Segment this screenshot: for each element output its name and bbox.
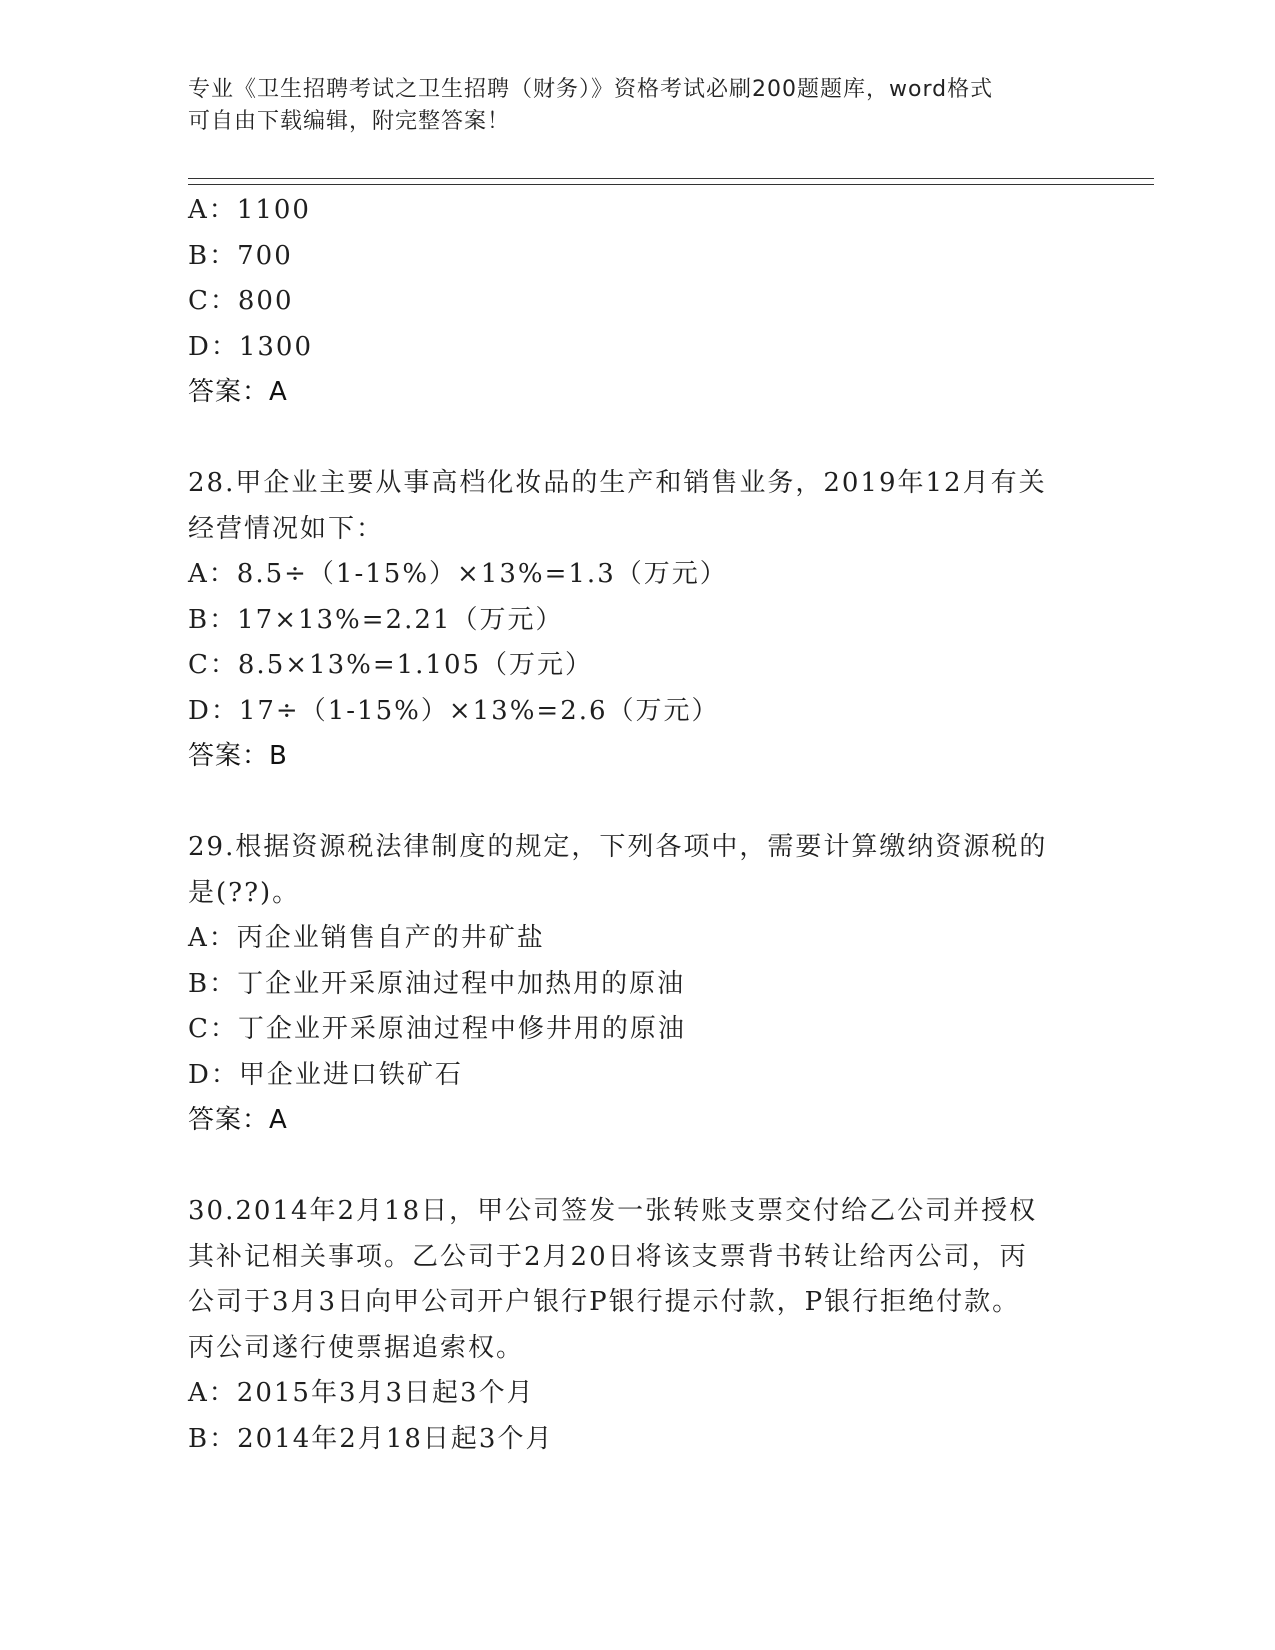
option-a: A：丙企业销售自产的井矿盐 (188, 923, 545, 953)
option-d: D：甲企业进口铁矿石 (188, 1059, 463, 1090)
option-b: B：丁企业开采原油过程中加热用的原油 (188, 968, 686, 999)
option-d: D：1300 (188, 331, 314, 362)
option-c: C：8.5×13%=1.105（万元） (188, 650, 594, 680)
question-30 (188, 1189, 1088, 1462)
question-text-line: 29.根据资源税法律制度的规定，下列各项中，需要计算缴纳资源税的 (188, 832, 1048, 862)
spacer (188, 780, 1088, 826)
answer-label: 答案：B (188, 741, 288, 771)
header-line-1: 专业《卫生招聘考试之卫生招聘（财务）》资格考试必刷200题题库，word格式 (188, 77, 994, 102)
option-b: B：2014年2月18日起3个月 (188, 1423, 554, 1454)
question-29 (188, 825, 1088, 1144)
option-d: D：17÷（1-15%）×13%=2.6（万元） (188, 695, 720, 726)
question-text-line: 是(??)。 (188, 877, 301, 908)
option-a: A：1100 (188, 195, 311, 225)
spacer (188, 416, 1088, 462)
question-text-line: 30.2014年2月18日，甲公司签发一张转账支票交付给乙公司并授权 (188, 1196, 1038, 1226)
question-text-line: 公司于3月3日向甲公司开户银行P银行提示付款，P银行拒绝付款。 (188, 1287, 1021, 1317)
question-text-line: 丙公司遂行使票据追索权。 (188, 1332, 525, 1363)
question-text-line: 28.甲企业主要从事高档化妆品的生产和销售业务，2019年12月有关 (188, 468, 1047, 498)
document-body (188, 188, 1088, 1462)
option-c: C：800 (188, 286, 294, 316)
document-header (188, 74, 1068, 138)
header-divider (188, 178, 1154, 185)
answer-label: 答案：A (188, 1105, 288, 1135)
option-a: A：2015年3月3日起3个月 (188, 1378, 535, 1408)
option-b: B：17×13%=2.21（万元） (188, 604, 564, 635)
spacer (188, 1144, 1088, 1190)
option-b: B：700 (188, 240, 293, 271)
header-line-2: 可自由下载编辑，附完整答案！ (188, 109, 511, 134)
answer-label: 答案：A (188, 377, 288, 407)
option-c: C：丁企业开采原油过程中修井用的原油 (188, 1014, 686, 1044)
question-28 (188, 461, 1088, 780)
question-text-line: 经营情况如下： (188, 513, 385, 544)
question-text-line: 其补记相关事项。乙公司于2月20日将该支票背书转让给丙公司，丙 (188, 1241, 1028, 1272)
question-27 (188, 188, 1088, 416)
option-a: A：8.5÷（1-15%）×13%=1.3（万元） (188, 559, 728, 589)
